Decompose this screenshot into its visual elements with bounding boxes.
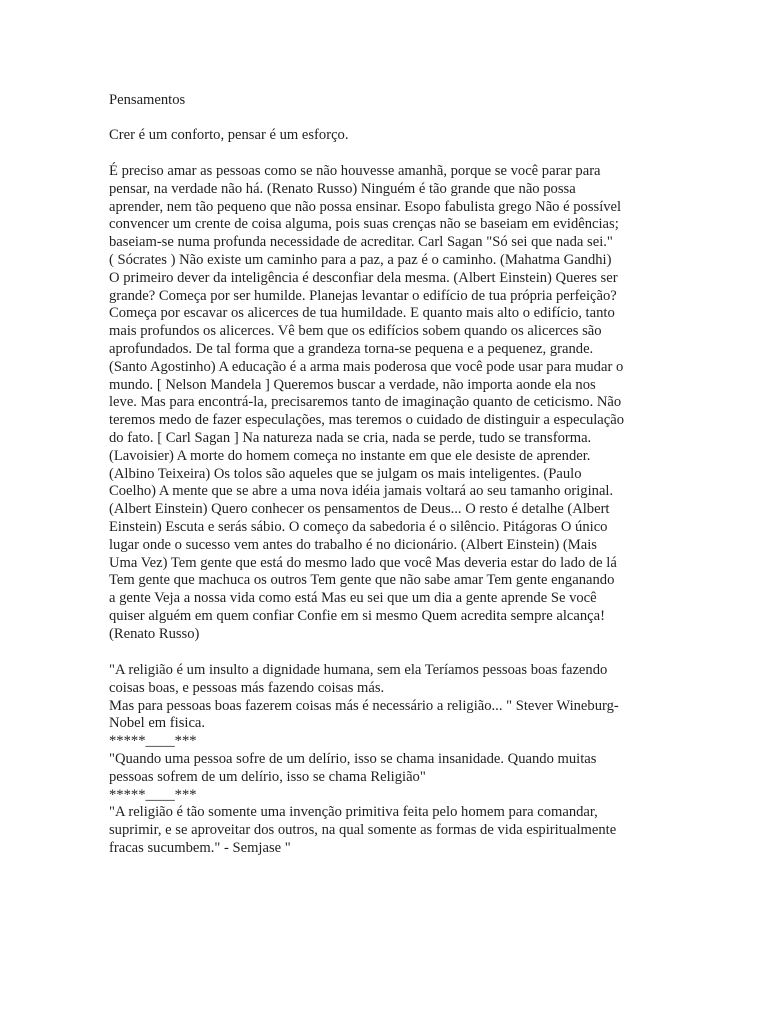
paragraph-line: Einstein) Escuta e serás sábio. O começo da sabedoria é o silêncio. Pitágoras O único [109,518,608,535]
quote-line: coisas boas, e pessoas más fazendo coisas más. [109,679,385,696]
paragraph-line: Começa por escavar os alicerces de tua humildade. E quanto mais alto o edifício, tanto [109,305,615,322]
quote-line: pessoas sofrem de um delírio, isso se chama Religião" [109,768,426,785]
separator-line: *****____*** [109,786,197,803]
quotes-paragraph [109,163,669,644]
paragraph-line: (Lavoisier) A morte do homem começa no instante em que ele desiste de aprender. [109,447,591,464]
paragraph-line: aprender, nem tão pequeno que não possa ensinar. Esopo fabulista grego Não é possível [109,198,622,215]
quote-line: suprimir, e se aproveitar dos outros, na qual somente as formas de vida espiritualmente [109,822,617,839]
paragraph-line: convencer um crente de coisa alguma, pois suas crenças não se baseiam em evidências; [109,216,619,233]
paragraph-line: O primeiro dever da inteligência é desconfiar dela mesma. (Albert Einstein) Queres ser [109,269,618,286]
document-title [109,92,669,110]
paragraph-line: Tem gente que machuca os outros Tem gente que não sabe amar Tem gente enganando [109,572,615,589]
quote-line: "A religião é um insulto a dignidade humana, sem ela Teríamos pessoas boas fazendo [109,662,608,678]
quote-line: "Quando uma pessoa sofre de um delírio, isso se chama insanidade. Quando muitas [109,750,597,767]
paragraph-line: Coelho) A mente que se abre a uma nova idéia jamais voltará ao seu tamanho original. [109,483,614,500]
paragraph-line: teremos medo de fazer especulações, mas teremos o cuidado de distinguir a especulação [109,412,625,429]
paragraph-line: do fato. [ Carl Sagan ] Na natureza nada se cria, nada se perde, tudo se transforma. [109,429,592,446]
paragraph-line: É preciso amar as pessoas como se não houvesse amanhã, porque se você parar para [109,163,601,179]
intro-line: Crer é um conforto, pensar é um esforço. [109,127,349,143]
paragraph-line: mundo. [ Nelson Mandela ] Queremos buscar a verdade, não importa aonde ela nos [109,376,596,393]
paragraph-line: lugar onde o sucesso vem antes do trabalho é no dicionário. (Albert Einstein) (Mais [109,536,597,553]
paragraph-line: baseiam-se numa profunda necessidade de acreditar. Carl Sagan "Só sei que nada sei." [109,234,613,251]
paragraph-line: (Albino Teixeira) Os tolos são aqueles que se julgam os mais inteligentes. (Paulo [109,465,582,482]
paragraph-line: (Albert Einstein) Quero conhecer os pensamentos de Deus... O resto é detalhe (Albert [109,501,610,518]
paragraph-line: a gente Veja a nossa vida como está Mas eu sei que um dia a gente aprende Se você [109,590,597,607]
paragraph-line: (Renato Russo) [109,625,200,642]
title-line: Pensamentos [109,92,186,108]
quote-line: "A religião é tão somente uma invenção primitiva feita pelo homem para comandar, [109,804,598,821]
paragraph-line: Uma Vez) Tem gente que está do mesmo lado que você Mas deveria estar do lado de lá [109,554,617,571]
paragraph-line: ( Sócrates ) Não existe um caminho para a paz, a paz é o caminho. (Mahatma Gandhi) [109,251,612,268]
paragraph-line: aprofundados. De tal forma que a grandeza torna-se pequena e a pequenez, grande. [109,340,594,357]
religion-quotes [109,662,669,858]
quote-line: fracas sucumbem." - Semjase " [109,839,291,856]
paragraph-line: (Santo Agostinho) A educação é a arma mais poderosa que você pode usar para mudar o [109,358,624,375]
separator-line: *****____*** [109,733,197,750]
quote-line: Mas para pessoas boas fazerem coisas más é necessário a religião... " Stever Wineburg- [109,697,619,714]
paragraph-line: quiser alguém em quem confiar Confie em si mesmo Quem acredita sempre alcança! [109,607,605,624]
paragraph-line: pensar, na verdade não há. (Renato Russo) Ninguém é tão grande que não possa [109,180,576,197]
paragraph-line: leve. Mas para encontrá-la, precisaremos tanto de imaginação quanto de ceticismo. Não [109,394,622,411]
intro-sentence [109,127,669,145]
paragraph-line: mais profundos os alicerces. Vê bem que os edifícios sobem quando os alicerces são [109,323,602,340]
paragraph-line: grande? Começa por ser humilde. Planejas levantar o edifício de tua própria perfeição? [109,287,617,304]
quote-line: Nobel em fisica. [109,715,206,732]
